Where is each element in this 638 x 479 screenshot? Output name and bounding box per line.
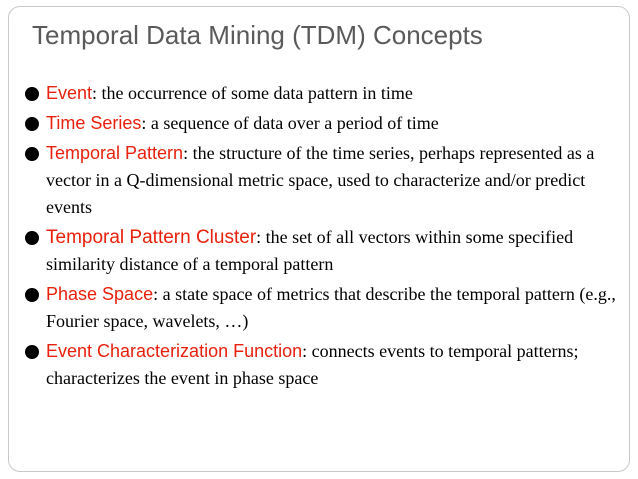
definition-text: : the occurrence of some data pattern in time: [92, 83, 413, 103]
definition-text: : the set of all vectors within some specified similarity distance of a temporal pattern: [46, 227, 574, 274]
bullet-list: [20, 80, 620, 395]
bullet-dot-icon: [25, 87, 39, 101]
bullet-item-temporal-pattern-cluster: [20, 224, 620, 278]
term-label: Time Series: [46, 113, 142, 133]
term-label: Event: [46, 83, 93, 103]
bullet-dot-icon: [25, 147, 39, 161]
term-label: Temporal Pattern: [46, 143, 184, 163]
bullet-item-temporal-pattern: [20, 140, 620, 221]
term-label: Temporal Pattern Cluster: [46, 227, 257, 248]
definition-text: : the structure of the time series, perhaps represented as a vector in a Q-dimensional metric space, used to characterize and/or predict events: [46, 143, 595, 217]
definition-text: : connects events to temporal patterns; characterizes the event in phase space: [46, 341, 579, 388]
bullet-item-event-characterization-function: [20, 338, 620, 392]
bullet-item-phase-space: [20, 281, 620, 335]
bullet-dot-icon: [25, 231, 39, 245]
term-label: Phase Space: [46, 284, 154, 304]
bullet-dot-icon: [25, 288, 39, 302]
bullet-dot-icon: [25, 117, 39, 131]
slide-title: Temporal Data Mining (TDM) Concepts: [32, 20, 483, 50]
bullet-item-time-series: [20, 110, 620, 137]
bullet-dot-icon: [25, 345, 39, 359]
definition-text: : a state space of metrics that describe the temporal pattern (e.g., Fourier space, wavelets, …): [46, 284, 616, 331]
bullet-item-event: [20, 80, 620, 107]
term-label: Event Characterization Function: [46, 341, 303, 361]
definition-text: : a sequence of data over a period of time: [141, 113, 439, 133]
